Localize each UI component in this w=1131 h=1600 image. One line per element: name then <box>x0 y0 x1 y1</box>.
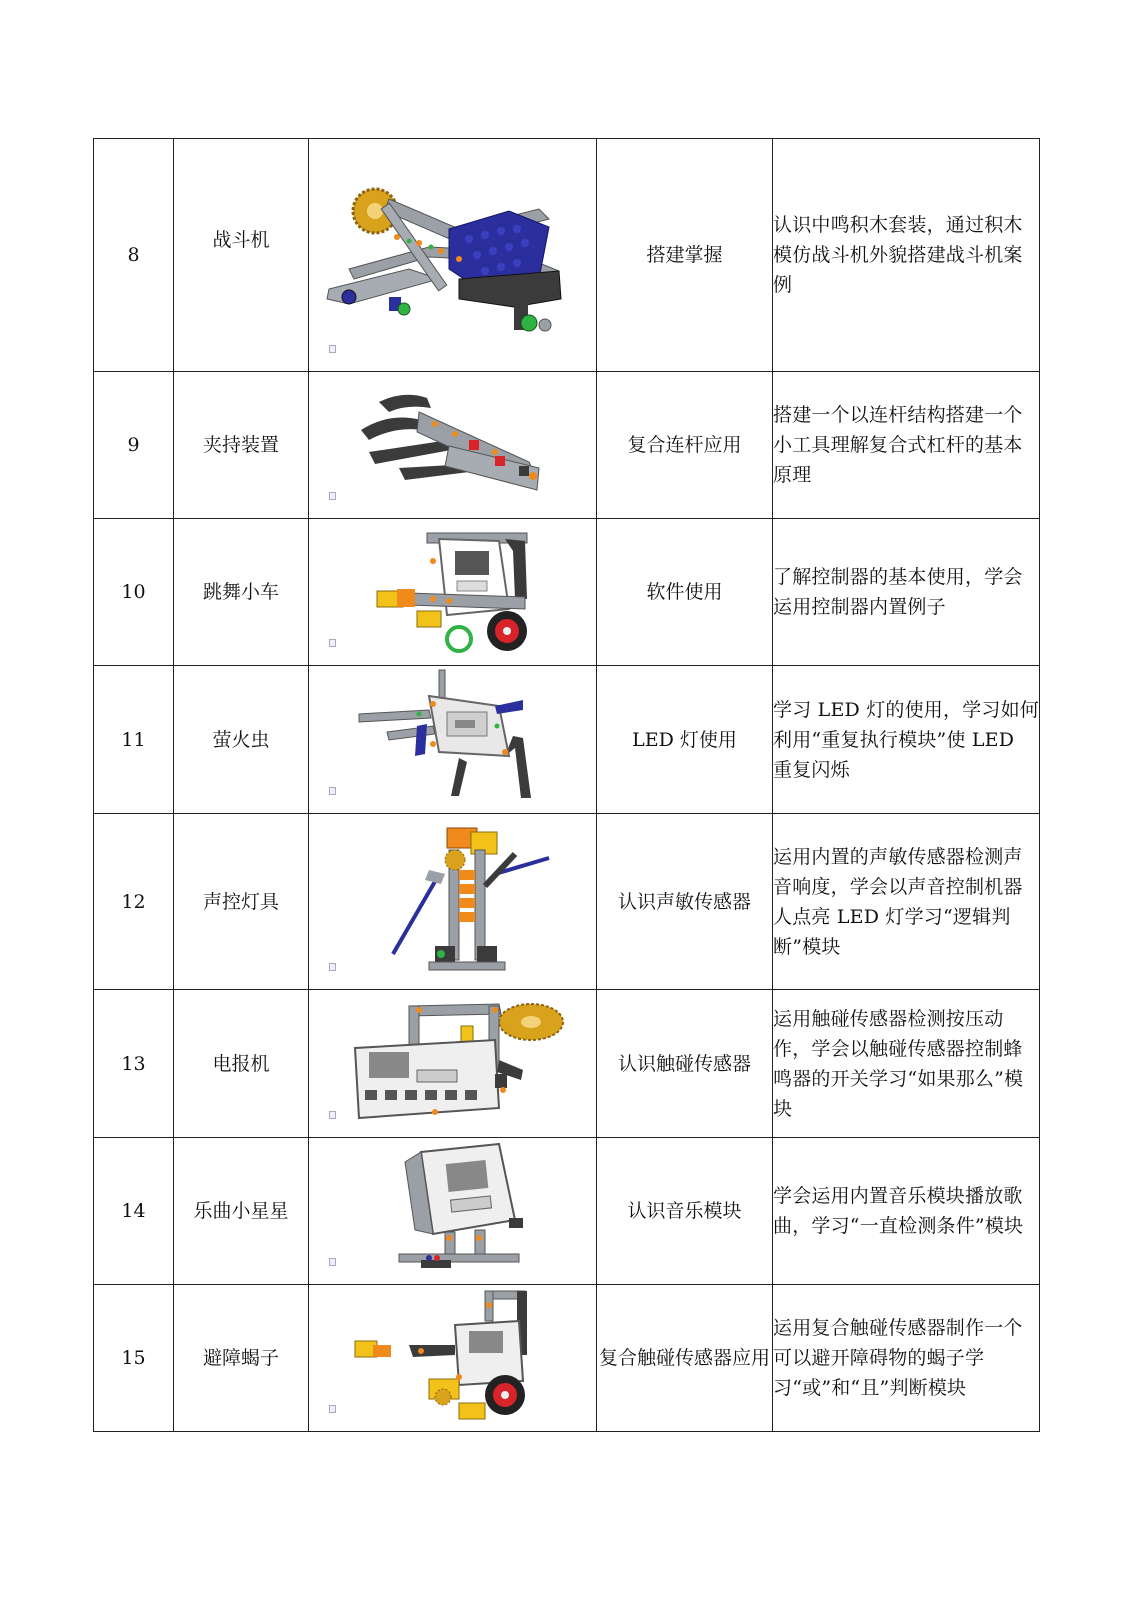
learning-goal: 搭建一个以连杆结构搭建一个小工具理解复合式杠杆的基本原理 <box>773 372 1040 519</box>
firefly-illustration <box>309 666 597 814</box>
placeholder-mark <box>329 492 336 500</box>
table-row <box>94 666 1040 814</box>
sound-robot-illustration <box>309 814 597 990</box>
skill-focus: 复合连杆应用 <box>597 372 773 519</box>
lesson-name: 避障蝎子 <box>174 1285 309 1432</box>
lesson-name: 电报机 <box>174 990 309 1138</box>
lesson-name: 夹持装置 <box>174 372 309 519</box>
placeholder-mark <box>329 1405 336 1413</box>
placeholder-mark <box>329 1258 336 1266</box>
learning-goal: 认识中鸣积木套装，通过积木模仿战斗机外貌搭建战斗机案例 <box>773 139 1040 372</box>
lesson-name: 声控灯具 <box>174 814 309 990</box>
table-row <box>94 139 1040 372</box>
music-box-illustration <box>309 1138 597 1285</box>
lesson-number: 8 <box>94 139 174 372</box>
fighter-jet-illustration <box>309 139 597 372</box>
table-row <box>94 990 1040 1138</box>
table-row <box>94 814 1040 990</box>
table-row <box>94 372 1040 519</box>
placeholder-mark <box>329 639 336 647</box>
skill-focus: 认识触碰传感器 <box>597 990 773 1138</box>
skill-focus: 认识声敏传感器 <box>597 814 773 990</box>
skill-focus: 认识音乐模块 <box>597 1138 773 1285</box>
placeholder-mark <box>329 963 336 971</box>
placeholder-mark <box>329 345 336 353</box>
skill-focus: 搭建掌握 <box>597 139 773 372</box>
lesson-number: 10 <box>94 519 174 666</box>
scorpion-illustration <box>309 1285 597 1432</box>
sound-robot-image <box>309 814 597 989</box>
lesson-number: 9 <box>94 372 174 519</box>
music-box-image <box>309 1138 597 1284</box>
lesson-number: 12 <box>94 814 174 990</box>
learning-goal: 运用内置的声敏传感器检测声音响度，学会以声音控制机器人点亮 LED 灯学习“逻辑判断”模块 <box>773 814 1040 990</box>
learning-goal: 学习 LED 灯的使用，学习如何利用“重复执行模块”使 LED 重复闪烁 <box>773 666 1040 814</box>
lesson-name: 跳舞小车 <box>174 519 309 666</box>
lesson-number: 11 <box>94 666 174 814</box>
course-table <box>93 138 1040 1432</box>
gripper-illustration <box>309 372 597 519</box>
lesson-name: 战斗机 <box>174 139 309 372</box>
lesson-number: 13 <box>94 990 174 1138</box>
telegraph-image <box>309 990 597 1137</box>
lesson-number: 14 <box>94 1138 174 1285</box>
lesson-name: 乐曲小星星 <box>174 1138 309 1285</box>
placeholder-mark <box>329 1111 336 1119</box>
dancing-car-image <box>309 519 597 665</box>
lesson-number: 15 <box>94 1285 174 1432</box>
fighter-jet-image <box>309 139 597 371</box>
placeholder-mark <box>329 787 336 795</box>
table-row <box>94 1285 1040 1432</box>
learning-goal: 学会运用内置音乐模块播放歌曲，学习“一直检测条件”模块 <box>773 1138 1040 1285</box>
telegraph-illustration <box>309 990 597 1138</box>
learning-goal: 运用复合触碰传感器制作一个可以避开障碍物的蝎子学习“或”和“且”判断模块 <box>773 1285 1040 1432</box>
learning-goal: 了解控制器的基本使用，学会运用控制器内置例子 <box>773 519 1040 666</box>
table-row <box>94 1138 1040 1285</box>
lesson-name: 萤火虫 <box>174 666 309 814</box>
gripper-image <box>309 372 597 518</box>
dancing-car-illustration <box>309 519 597 666</box>
learning-goal: 运用触碰传感器检测按压动作，学会以触碰传感器控制蜂鸣器的开关学习“如果那么”模块 <box>773 990 1040 1138</box>
scorpion-image <box>309 1285 597 1431</box>
skill-focus: 软件使用 <box>597 519 773 666</box>
skill-focus: LED 灯使用 <box>597 666 773 814</box>
skill-focus: 复合触碰传感器应用 <box>597 1285 773 1432</box>
firefly-image <box>309 666 597 813</box>
table-row <box>94 519 1040 666</box>
